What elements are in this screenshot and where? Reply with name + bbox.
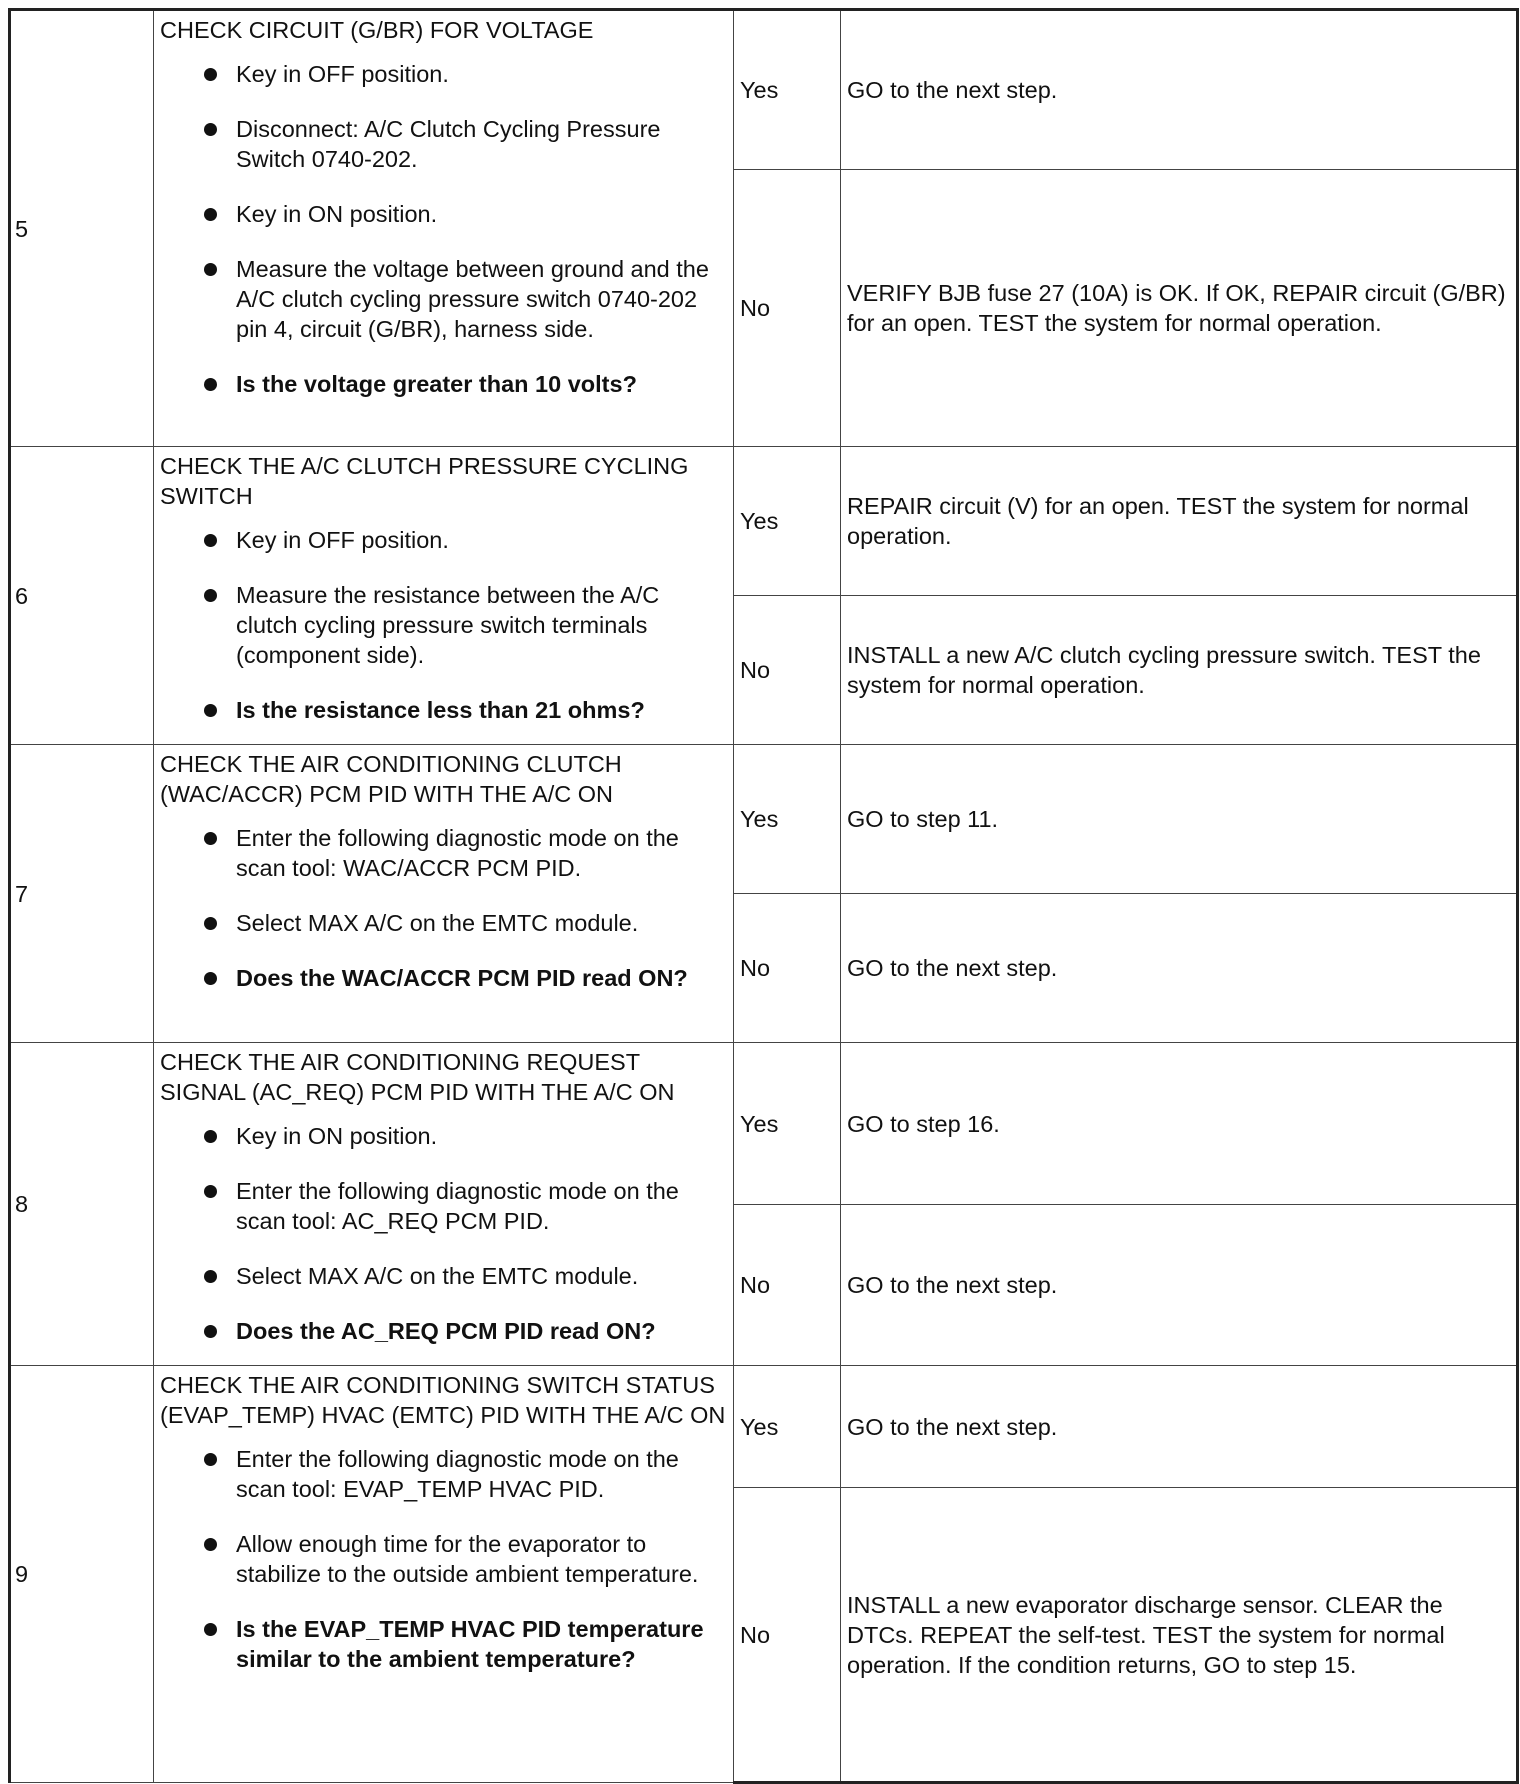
bullet-text: Enter the following diagnostic mode on the scan tool: WAC/ACCR PCM PID. xyxy=(236,825,679,881)
bullet-item xyxy=(160,1529,727,1589)
step-bullet-list xyxy=(160,1121,727,1346)
question-text: Does the WAC/ACCR PCM PID read ON? xyxy=(236,965,688,991)
step-row-8-yes xyxy=(10,1043,1518,1205)
bullet-icon xyxy=(204,123,217,136)
step-action xyxy=(154,447,734,745)
bullet-item xyxy=(160,1444,727,1504)
bullet-text: Measure the resistance between the A/C clutch cycling pressure switch terminals (component side). xyxy=(236,582,660,668)
step-title: CHECK THE AIR CONDITIONING REQUEST SIGNAL (AC_REQ) PCM PID WITH THE A/C ON xyxy=(160,1049,675,1105)
step-number: 9 xyxy=(10,1366,154,1783)
answer-yes: Yes xyxy=(734,447,841,596)
bullet-text: Key in ON position. xyxy=(236,201,438,227)
bullet-item xyxy=(160,525,727,555)
answer-no: No xyxy=(734,894,841,1043)
step-row-6-yes xyxy=(10,447,1518,596)
bullet-item xyxy=(160,59,727,89)
bullet-text: Allow enough time for the evaporator to stabilize to the outside ambient temperature. xyxy=(236,1531,699,1587)
answer-yes: Yes xyxy=(734,745,841,894)
step-row-9-yes xyxy=(10,1366,1518,1488)
bullet-icon xyxy=(204,1185,217,1198)
question-text: Is the voltage greater than 10 volts? xyxy=(236,371,637,397)
step-row-7-yes xyxy=(10,745,1518,894)
step-number: 5 xyxy=(10,10,154,447)
bullet-icon xyxy=(204,1453,217,1466)
bullet-text: Select MAX A/C on the EMTC module. xyxy=(236,910,639,936)
answer-yes: Yes xyxy=(734,1366,841,1488)
question-text: Is the resistance less than 21 ohms? xyxy=(236,697,645,723)
result-yes: GO to step 11. xyxy=(841,745,1518,894)
bullet-icon xyxy=(204,534,217,547)
step-action xyxy=(154,745,734,1043)
question-item xyxy=(160,695,727,725)
bullet-item xyxy=(160,114,727,174)
question-text: Is the EVAP_TEMP HVAC PID temperature similar to the ambient temperature? xyxy=(236,1616,704,1672)
bullet-icon xyxy=(204,208,217,221)
step-row-5-yes xyxy=(10,10,1518,170)
answer-no: No xyxy=(734,170,841,447)
bullet-text: Enter the following diagnostic mode on the scan tool: EVAP_TEMP HVAC PID. xyxy=(236,1446,679,1502)
bullet-icon xyxy=(204,1538,217,1551)
step-bullet-list xyxy=(160,525,727,725)
bullet-text: Key in ON position. xyxy=(236,1123,438,1149)
question-item xyxy=(160,1614,727,1674)
bullet-icon xyxy=(204,1623,217,1636)
step-title: CHECK THE AIR CONDITIONING SWITCH STATUS (EVAP_TEMP) HVAC (EMTC) PID WITH THE A/C ON xyxy=(160,1372,726,1428)
step-number: 6 xyxy=(10,447,154,745)
result-no: GO to the next step. xyxy=(841,894,1518,1043)
bullet-icon xyxy=(204,1325,217,1338)
bullet-icon xyxy=(204,832,217,845)
answer-yes: Yes xyxy=(734,10,841,170)
result-yes: GO to the next step. xyxy=(841,10,1518,170)
step-bullet-list xyxy=(160,823,727,993)
question-item xyxy=(160,369,727,399)
step-title: CHECK THE A/C CLUTCH PRESSURE CYCLING SWITCH xyxy=(160,453,689,509)
step-number: 8 xyxy=(10,1043,154,1366)
result-no: INSTALL a new evaporator discharge sensor. CLEAR the DTCs. REPEAT the self-test. TEST the system for normal operation. If the condition returns, GO to step 15. xyxy=(841,1488,1518,1783)
bullet-icon xyxy=(204,589,217,602)
answer-no: No xyxy=(734,1488,841,1783)
bullet-text: Measure the voltage between ground and the A/C clutch cycling pressure switch 0740-202 pin 4, circuit (G/BR), harness side. xyxy=(236,256,709,342)
bullet-text: Enter the following diagnostic mode on the scan tool: AC_REQ PCM PID. xyxy=(236,1178,679,1234)
bullet-text: Key in OFF position. xyxy=(236,527,449,553)
step-title: CHECK THE AIR CONDITIONING CLUTCH (WAC/ACCR) PCM PID WITH THE A/C ON xyxy=(160,751,622,807)
question-item xyxy=(160,1316,727,1346)
bullet-text: Key in OFF position. xyxy=(236,61,449,87)
question-item xyxy=(160,963,727,993)
result-no: GO to the next step. xyxy=(841,1205,1518,1366)
diagnostic-table xyxy=(8,8,1519,1784)
step-title: CHECK CIRCUIT (G/BR) FOR VOLTAGE xyxy=(160,17,594,43)
bullet-icon xyxy=(204,704,217,717)
result-yes: REPAIR circuit (V) for an open. TEST the system for normal operation. xyxy=(841,447,1518,596)
bullet-icon xyxy=(204,263,217,276)
bullet-item xyxy=(160,1176,727,1236)
answer-no: No xyxy=(734,1205,841,1366)
bullet-icon xyxy=(204,917,217,930)
bullet-item xyxy=(160,908,727,938)
bullet-item xyxy=(160,580,727,670)
bullet-icon xyxy=(204,1270,217,1283)
answer-no: No xyxy=(734,596,841,745)
result-yes: GO to step 16. xyxy=(841,1043,1518,1205)
result-no: VERIFY BJB fuse 27 (10A) is OK. If OK, REPAIR circuit (G/BR) for an open. TEST the system for normal operation. xyxy=(841,170,1518,447)
bullet-item xyxy=(160,254,727,344)
step-number: 7 xyxy=(10,745,154,1043)
step-bullet-list xyxy=(160,1444,727,1674)
bullet-icon xyxy=(204,1130,217,1143)
bullet-icon xyxy=(204,972,217,985)
bullet-item xyxy=(160,1121,727,1151)
step-action xyxy=(154,1366,734,1783)
bullet-icon xyxy=(204,68,217,81)
result-yes: GO to the next step. xyxy=(841,1366,1518,1488)
result-no: INSTALL a new A/C clutch cycling pressure switch. TEST the system for normal operation. xyxy=(841,596,1518,745)
bullet-text: Disconnect: A/C Clutch Cycling Pressure Switch 0740-202. xyxy=(236,116,661,172)
step-action xyxy=(154,1043,734,1366)
step-action xyxy=(154,10,734,447)
bullet-item xyxy=(160,1261,727,1291)
step-bullet-list xyxy=(160,59,727,399)
bullet-item xyxy=(160,199,727,229)
bullet-icon xyxy=(204,378,217,391)
answer-yes: Yes xyxy=(734,1043,841,1205)
question-text: Does the AC_REQ PCM PID read ON? xyxy=(236,1318,656,1344)
bullet-text: Select MAX A/C on the EMTC module. xyxy=(236,1263,639,1289)
bullet-item xyxy=(160,823,727,883)
